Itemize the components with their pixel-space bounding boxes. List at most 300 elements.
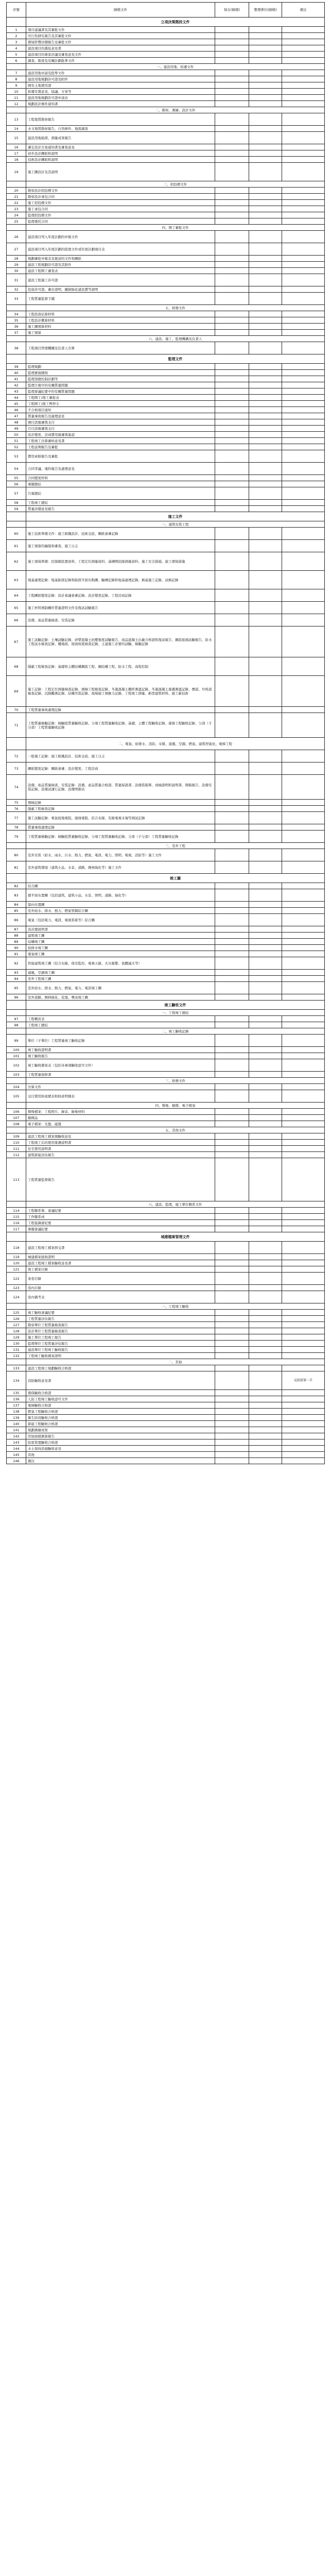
row-document-name: 卷內目錄 [26, 1285, 215, 1291]
row-keep-cell [215, 157, 249, 163]
row-document-name: 施工記錄：工程定位測量檢查記錄、預檢工程檢查記錄、冬施混凝土攪拌測溫記錄、冬施混凝土養護測溫記錄、煙道、垃圾道檢查記錄、沉降觀測記錄、結構吊裝記錄、現場施工預應力記錄、工程竣工測量、新型建筑材料、施工新技術 [26, 676, 215, 707]
row-owner-cell [249, 475, 282, 481]
row-owner-cell [249, 707, 282, 713]
row-number: 133 [7, 1365, 26, 1371]
table-row [7, 52, 325, 58]
row-owner-cell [249, 311, 282, 317]
row-keep-cell [215, 1133, 249, 1140]
row-owner-cell [249, 957, 282, 970]
row-number: 67 [7, 626, 26, 657]
row-number: 32 [7, 286, 26, 293]
table-row [7, 1433, 325, 1439]
row-number: 131 [7, 1347, 26, 1353]
table-row [7, 994, 325, 1001]
row-number: 2 [7, 33, 26, 39]
row-document-name: 建設項目的專家評議及審查意見文件 [26, 52, 215, 58]
table-row [7, 286, 325, 293]
table-row [7, 218, 325, 225]
row-owner-cell [249, 419, 282, 426]
row-number: 31 [7, 274, 26, 286]
row-document-name: 其他 [26, 1452, 215, 1458]
row-document-name: 合同爭議、違約報告及處理意見 [26, 463, 215, 475]
section-title: 施工文件 [26, 512, 325, 521]
row-note-cell [282, 775, 325, 800]
row-keep-cell [215, 951, 249, 957]
row-owner-cell [249, 206, 282, 212]
table-row [7, 342, 325, 354]
row-owner-cell [249, 589, 282, 602]
row-note-cell [282, 1260, 325, 1266]
table-row [7, 388, 325, 395]
table-row [7, 908, 325, 914]
table-row [7, 58, 325, 64]
row-keep-cell [215, 388, 249, 395]
row-keep-cell [215, 1353, 249, 1359]
row-owner-cell [249, 212, 282, 218]
row-keep-cell [215, 1310, 249, 1316]
row-keep-cell [215, 1390, 249, 1396]
table-row [7, 1353, 325, 1359]
table-row [7, 95, 325, 101]
row-number: 78 [7, 824, 26, 831]
row-number: 74 [7, 775, 26, 800]
table-row [7, 1047, 325, 1053]
table-row [7, 1396, 325, 1402]
table-row [7, 861, 325, 874]
row-document-name: 監理委托合同 [26, 218, 215, 225]
row-note-cell [282, 571, 325, 589]
row-keep-cell [215, 444, 249, 450]
row-keep-cell [215, 1254, 249, 1260]
row-keep-cell [215, 188, 249, 194]
row-note-cell [282, 806, 325, 812]
row-number: 6 [7, 58, 26, 64]
row-document-name: 電梯驗收合格證 [26, 1402, 215, 1409]
row-number: 116 [7, 1220, 26, 1226]
table-body [7, 18, 325, 1464]
row-owner-cell [249, 1254, 282, 1260]
row-note-cell [282, 432, 325, 438]
row-keep-cell [215, 1371, 249, 1390]
row-keep-cell [215, 487, 249, 500]
row-note-cell [282, 626, 325, 657]
row-owner-cell [249, 1396, 282, 1402]
row-owner-cell [249, 1291, 282, 1303]
row-document-name: 室外道路、園林綠化、花壇、噴泉竣工圖 [26, 994, 215, 1001]
row-number: 27 [7, 243, 26, 256]
row-document-name: 工程質量事故處理記錄 [26, 707, 215, 713]
row-owner-cell [249, 82, 282, 89]
row-owner-cell [249, 800, 282, 806]
row-note-cell [282, 268, 325, 274]
row-number: 41 [7, 376, 26, 382]
table-row [7, 1133, 325, 1140]
table-row [7, 317, 325, 324]
row-document-name: 審定設計方案通知書及審查意見 [26, 144, 215, 150]
row-owner-cell [249, 481, 282, 487]
row-owner-cell [249, 1341, 282, 1347]
subsection-row [7, 843, 325, 849]
row-keep-cell [215, 1458, 249, 1464]
row-document-name: 工程竣工總結 [26, 500, 215, 506]
row-number: 21 [7, 194, 26, 200]
row-document-name: 建設工程規劃許可證及其附件 [26, 262, 215, 268]
row-owner-cell [249, 831, 282, 843]
row-number: 141 [7, 1427, 26, 1433]
row-number: 64 [7, 589, 26, 602]
row-document-name: 工程協調會紀要 [26, 1220, 215, 1226]
row-owner-cell [249, 1285, 282, 1291]
row-document-name: 竣工檔案目錄 [26, 1266, 215, 1273]
row-number: 72 [7, 750, 26, 762]
row-keep-cell [215, 970, 249, 976]
table-row [7, 256, 325, 262]
row-owner-cell [249, 1458, 282, 1464]
row-note-cell [282, 364, 325, 370]
row-number: 57 [7, 487, 26, 500]
row-note-cell [282, 951, 325, 957]
row-owner-cell [249, 342, 282, 354]
row-number: 108 [7, 1121, 26, 1127]
row-document-name: 國有土地使用證 [26, 82, 215, 89]
row-note-cell [282, 463, 325, 475]
table-row [7, 1273, 325, 1285]
row-document-name: 建設用地規劃許可證及附件 [26, 76, 215, 82]
subsection-row [7, 1010, 325, 1016]
row-owner-cell [249, 95, 282, 101]
table-row [7, 1439, 325, 1446]
row-document-name: 給排水竣工圖 [26, 945, 215, 951]
row-keep-cell [215, 376, 249, 382]
row-document-name: 拆遷安置意見、協議、方案等 [26, 89, 215, 95]
row-note-cell [282, 144, 325, 150]
row-document-name: 結構竣工圖 [26, 939, 215, 945]
row-number: 119 [7, 1254, 26, 1260]
table-row [7, 806, 325, 812]
table-row [7, 450, 325, 463]
subsection-title: 二、其他 [26, 1359, 325, 1365]
row-keep-cell [215, 589, 249, 602]
row-owner-cell [249, 27, 282, 33]
row-owner-cell [249, 438, 282, 444]
subsection-title: 一、建筑安裝工程 [26, 521, 325, 528]
row-note-cell [282, 1220, 325, 1226]
row-owner-cell [249, 1273, 282, 1285]
row-note-cell [282, 849, 325, 861]
row-owner-cell [249, 1334, 282, 1341]
row-number: 127 [7, 1322, 26, 1328]
row-keep-cell [215, 1022, 249, 1028]
table-row [7, 589, 325, 602]
table-row [7, 444, 325, 450]
row-keep-cell [215, 450, 249, 463]
row-note-cell [282, 444, 325, 450]
row-document-name: 規劃審批申報表及報送的文件和圖紙 [26, 256, 215, 262]
subsection-row [7, 225, 325, 231]
row-note-cell [282, 401, 325, 407]
row-owner-cell [249, 933, 282, 939]
row-owner-cell [249, 395, 282, 401]
row-note-cell [282, 994, 325, 1001]
table-row [7, 1208, 325, 1214]
table-row [7, 163, 325, 181]
table-row [7, 1334, 325, 1341]
row-keep-cell [215, 432, 249, 438]
row-number: 117 [7, 1226, 26, 1232]
row-owner-cell [249, 1310, 282, 1316]
row-owner-cell [249, 762, 282, 775]
row-owner-cell [249, 1072, 282, 1078]
row-document-name: 交付使用財產總表和財產明細表 [26, 1090, 215, 1103]
table-row [7, 552, 325, 571]
row-owner-cell [249, 407, 282, 413]
table-row [7, 113, 325, 126]
row-document-name: 一般施工記錄：施工組織設計、技術交底、施工日志 [26, 750, 215, 762]
subsection-title: 三、財務文件 [26, 1078, 325, 1084]
row-number: 24 [7, 212, 26, 218]
row-owner-cell [249, 951, 282, 957]
table-row [7, 1226, 325, 1232]
row-note-cell [282, 1316, 325, 1322]
table-row [7, 1446, 325, 1452]
section-row [7, 874, 325, 883]
row-number: 109 [7, 1133, 26, 1140]
table-row [7, 1109, 325, 1115]
subsection-seq-cell [7, 521, 26, 528]
row-owner-cell [249, 58, 282, 64]
row-keep-cell [215, 1452, 249, 1458]
row-document-name: 工程質量監督報告 [26, 1158, 215, 1201]
row-number: 8 [7, 76, 26, 82]
row-owner-cell [249, 231, 282, 243]
row-note-cell [282, 1254, 325, 1260]
row-keep-cell [215, 218, 249, 225]
row-note-cell [282, 1409, 325, 1415]
row-note-cell [282, 243, 325, 256]
row-owner-cell [249, 571, 282, 589]
subsection-title: 三、室外工程 [26, 843, 325, 849]
row-note-cell [282, 487, 325, 500]
row-document-name: 施工預算 [26, 330, 215, 336]
row-keep-cell [215, 330, 249, 336]
section-title: 監理文件 [26, 354, 325, 364]
row-keep-cell [215, 1439, 249, 1446]
row-owner-cell [249, 45, 282, 52]
table-row [7, 500, 325, 506]
row-document-name: 室外工程竣工圖 [26, 976, 215, 982]
row-number: 53 [7, 450, 26, 463]
row-document-name: 環境影響評價報告及審批文件 [26, 39, 215, 45]
table-row [7, 1341, 325, 1347]
row-keep-cell [215, 274, 249, 286]
row-number: 87 [7, 926, 26, 933]
row-owner-cell [249, 926, 282, 933]
row-document-name: 縮微品 [26, 1115, 215, 1121]
row-keep-cell [215, 1121, 249, 1127]
row-keep-cell [215, 500, 249, 506]
row-keep-cell [215, 1016, 249, 1022]
table-row [7, 657, 325, 676]
row-keep-cell [215, 262, 249, 268]
row-owner-cell [249, 1220, 282, 1226]
row-owner-cell [249, 1115, 282, 1121]
row-number: 45 [7, 401, 26, 407]
row-note-cell [282, 824, 325, 831]
row-number: 39 [7, 364, 26, 370]
row-number: 130 [7, 1341, 26, 1347]
row-owner-cell [249, 1016, 282, 1022]
row-document-name: 施工圖預算材料 [26, 324, 215, 330]
table-row [7, 831, 325, 843]
row-note-cell [282, 762, 325, 775]
subsection-row [7, 1303, 325, 1310]
table-row [7, 487, 325, 500]
row-keep-cell [215, 163, 249, 181]
row-document-name: 案卷目錄 [26, 1273, 215, 1285]
row-keep-cell [215, 438, 249, 444]
row-keep-cell [215, 945, 249, 951]
row-keep-cell [215, 101, 249, 107]
table-row [7, 376, 325, 382]
table-row [7, 775, 325, 800]
row-keep-cell [215, 707, 249, 713]
row-note-cell [282, 982, 325, 994]
row-number: 145 [7, 1452, 26, 1458]
row-keep-cell [215, 413, 249, 419]
row-note-cell [282, 1072, 325, 1078]
row-document-name: 隱蔽工程檢查記錄：基礎和主體結構鋼筋工程、鋼結構工程、防水工程、高程控制 [26, 657, 215, 676]
row-owner-cell [249, 370, 282, 376]
subsection-seq-cell [7, 843, 26, 849]
row-document-name: 月付款報審與支付 [26, 426, 215, 432]
row-note-cell [282, 382, 325, 388]
row-number: 120 [7, 1260, 26, 1266]
header-note: 備注 [282, 3, 325, 18]
row-note-cell [282, 713, 325, 738]
row-document-name: 水文地質勘察報告、自然條件、地震調查 [26, 126, 215, 132]
row-note-cell [282, 163, 325, 181]
row-note-cell [282, 317, 325, 324]
row-owner-cell [249, 388, 282, 395]
row-keep-cell [215, 994, 249, 1001]
row-number: 55 [7, 475, 26, 481]
section-seq-cell [7, 354, 26, 364]
row-document-name: 竣工驗收證明書 [26, 1047, 215, 1053]
section-title: 竣工驗收文件 [26, 1001, 325, 1010]
row-number: 105 [7, 1090, 26, 1103]
subsection-seq-cell [7, 1103, 26, 1109]
row-owner-cell [249, 902, 282, 908]
subsection-seq-cell [7, 181, 26, 188]
row-note-cell [282, 33, 325, 39]
row-owner-cell [249, 883, 282, 889]
row-number: 100 [7, 1047, 26, 1053]
row-keep-cell [215, 750, 249, 762]
table-row [7, 262, 325, 268]
row-number: 23 [7, 206, 26, 212]
row-document-name: 建設項目列入年度計劃的批復文件或年度計劃項目表 [26, 243, 215, 256]
table-row [7, 982, 325, 994]
row-document-name: 工程竣工后的使用維護說明書 [26, 1140, 215, 1146]
section-seq-cell [7, 512, 26, 521]
row-document-name: 專題會議紀要 [26, 1226, 215, 1232]
row-keep-cell [215, 883, 249, 889]
row-note-cell [282, 926, 325, 933]
row-note-cell [282, 157, 325, 163]
table-row [7, 1285, 325, 1291]
row-owner-cell [249, 1446, 282, 1452]
subsection-title: 四、聲像、縮微、電子檔案 [26, 1103, 325, 1109]
section-seq-cell [7, 18, 26, 27]
row-owner-cell [249, 157, 282, 163]
row-number: 88 [7, 933, 26, 939]
subsection-seq-cell [7, 225, 26, 231]
row-keep-cell [215, 407, 249, 413]
table-row [7, 1316, 325, 1322]
table-row [7, 243, 325, 256]
row-number: 93 [7, 970, 26, 976]
row-keep-cell [215, 1415, 249, 1421]
row-note-cell [282, 293, 325, 305]
row-note-cell [282, 1433, 325, 1439]
row-number: 77 [7, 812, 26, 824]
row-keep-cell [215, 775, 249, 800]
row-keep-cell [215, 506, 249, 512]
table-row [7, 206, 325, 212]
row-keep-cell [215, 39, 249, 45]
row-keep-cell [215, 1402, 249, 1409]
row-owner-cell [249, 376, 282, 382]
row-document-name: 室外安裝（給水、雨水、污水、熱力、燃氣、電訊、電力、照明、電視、消防等）施工文件 [26, 849, 215, 861]
row-keep-cell [215, 370, 249, 376]
row-number: 10 [7, 89, 26, 95]
row-document-name: 工程圖紙變更記錄：設計會議會審記錄、設計變更記錄、工程洽商記錄 [26, 589, 215, 602]
row-owner-cell [249, 1140, 282, 1146]
row-keep-cell [215, 463, 249, 475]
row-owner-cell [249, 657, 282, 676]
row-keep-cell [215, 602, 249, 614]
table-row [7, 1310, 325, 1316]
table-row [7, 45, 325, 52]
row-owner-cell [249, 982, 282, 994]
row-owner-cell [249, 552, 282, 571]
row-note-cell [282, 540, 325, 552]
row-number: 134 [7, 1371, 26, 1390]
table-row [7, 951, 325, 957]
row-owner-cell [249, 602, 282, 614]
section-row [7, 354, 325, 364]
row-number: 106 [7, 1109, 26, 1115]
row-note-cell [282, 1285, 325, 1291]
row-number: 46 [7, 407, 26, 413]
subsection-title: 二、勘察、測繪、設計文件 [26, 107, 325, 113]
row-note-cell [282, 194, 325, 200]
row-number: 85 [7, 908, 26, 914]
row-keep-cell [215, 144, 249, 150]
row-owner-cell [249, 1328, 282, 1334]
row-keep-cell [215, 268, 249, 274]
row-owner-cell [249, 1035, 282, 1047]
row-note-cell [282, 188, 325, 194]
row-number: 139 [7, 1415, 26, 1421]
table-row [7, 1090, 325, 1103]
row-document-name: 消防驗收意見書 [26, 1371, 215, 1390]
subsection-row [7, 1127, 325, 1133]
row-keep-cell [215, 1059, 249, 1072]
row-owner-cell [249, 401, 282, 407]
table-row [7, 76, 325, 82]
row-note-cell [282, 1347, 325, 1353]
